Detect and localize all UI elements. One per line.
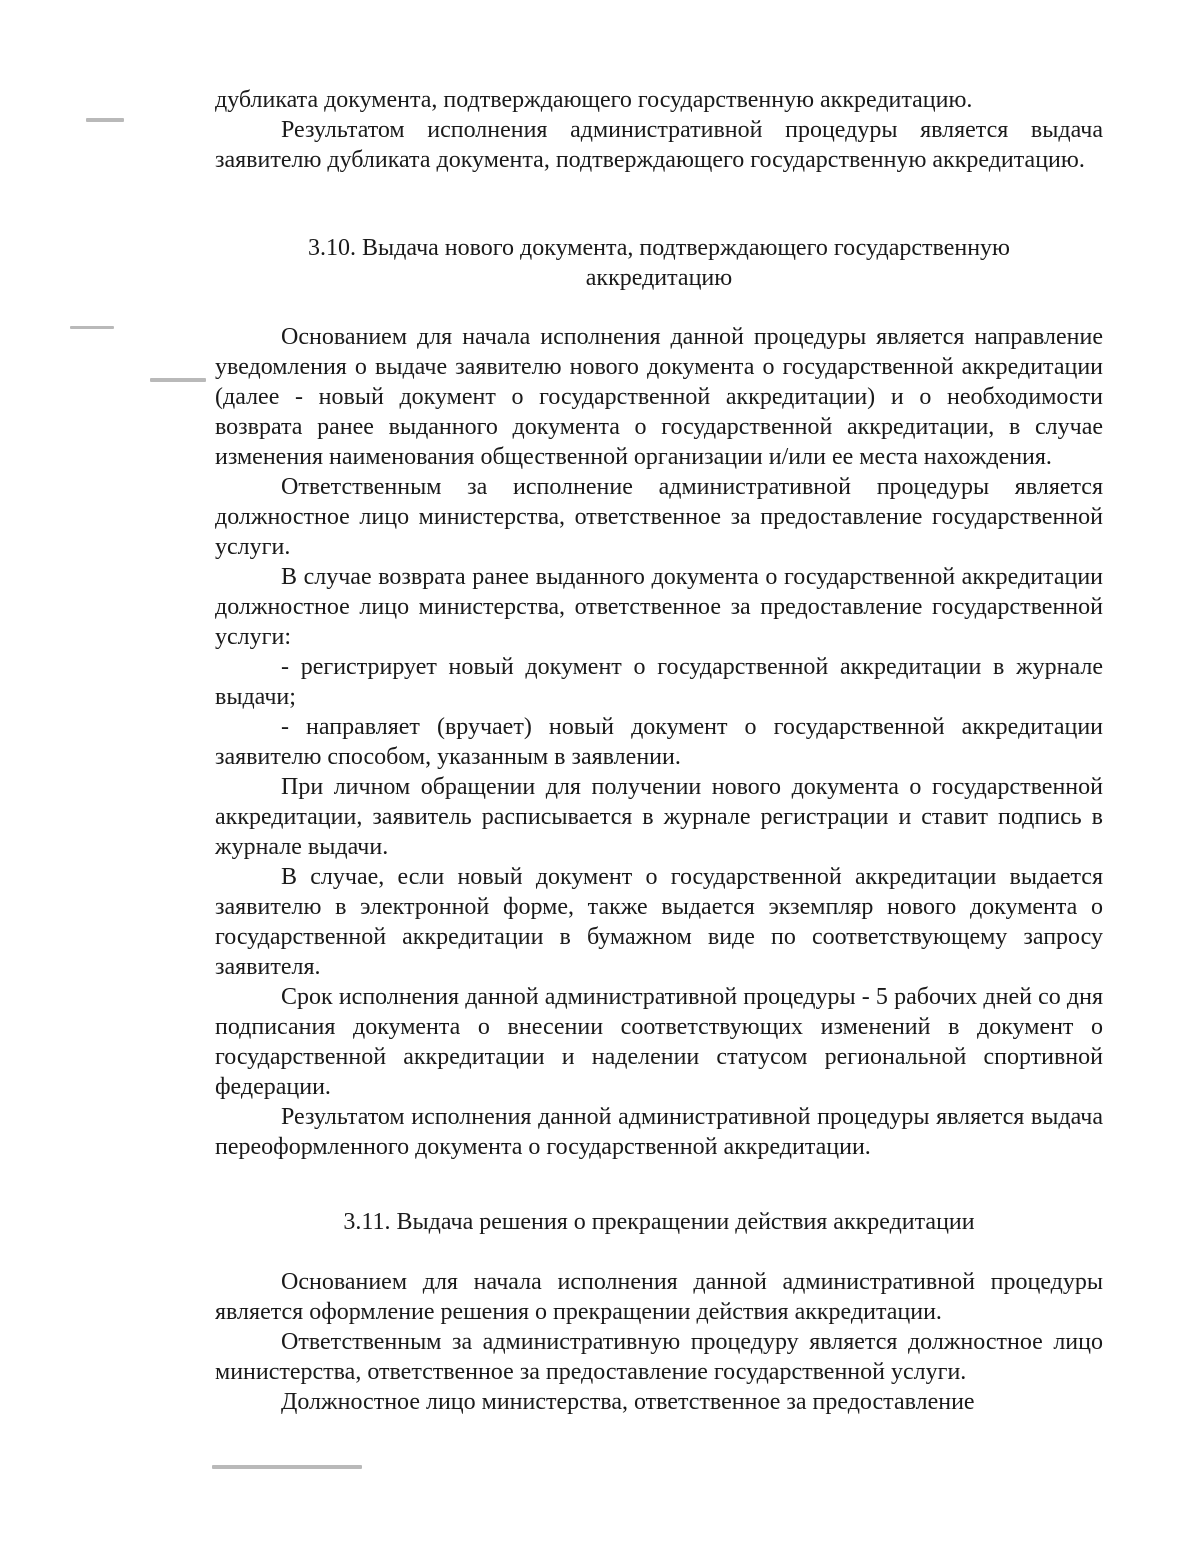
paragraph-basis: Основанием для начала исполнения данной процедуры является направление уведомления о выдаче заявителю нового документа о государственной аккредитации (далее - новый документ о государственной аккредитации) и о необходимости возврата ранее выданного документа о государственной аккредитации, в случае изменения наименования общественной организации и/или ее места нахождения. — [215, 324, 1103, 470]
scan-noise-mark — [150, 378, 206, 382]
list-item-registers: - регистрирует новый документ о государственной аккредитации в журнале выдачи; — [215, 654, 1103, 710]
section-3-10-title-line2: аккредитацию — [585, 265, 733, 291]
scan-noise-mark — [212, 1465, 362, 1469]
paragraph-return-case: В случае возврата ранее выданного документа о государственной аккредитации должностное лицо министерства, ответственное за предоставление государственной услуги: — [215, 564, 1103, 650]
paragraph-result-new-document: Результатом исполнения данной административной процедуры является выдача переоформленного документа о государственной аккредитации. — [215, 1104, 1103, 1160]
scan-noise-mark — [86, 118, 124, 122]
scan-noise-mark — [70, 326, 114, 329]
paragraph-personal-visit: При личном обращении для получении нового документа о государственной аккредитации, заявитель расписывается в журнале регистрации и ставит подпись в журнале выдачи. — [215, 774, 1103, 860]
paragraph-continuation: дубликата документа, подтверждающего государственную аккредитацию. — [215, 87, 973, 113]
paragraph-termination-official: Должностное лицо министерства, ответственное за предоставление — [281, 1389, 975, 1415]
section-3-11-title: 3.11. Выдача решения о прекращении действия аккредитации — [343, 1209, 975, 1235]
text-block-top — [215, 85, 1103, 175]
section-3-11-body — [215, 1267, 1103, 1417]
paragraph-electronic-form: В случае, если новый документ о государственной аккредитации выдается заявителю в электронной форме, также выдается экземпляр нового документа о государственной аккредитации в бумажном виде по соответствующему запросу заявителя. — [215, 864, 1103, 980]
paragraph-deadline: Срок исполнения данной административной процедуры - 5 рабочих дней со дня подписания документа о внесении соответствующих изменений в документ о государственной аккредитации и наделении статусом региональной спортивной федерации. — [215, 984, 1103, 1100]
list-item-sends: - направляет (вручает) новый документ о государственной аккредитации заявителю способом, указанным в заявлении. — [215, 714, 1103, 770]
section-3-11 — [215, 1207, 1103, 1237]
section-3-10 — [215, 233, 1103, 293]
paragraph-termination-responsible: Ответственным за административную процедуру является должностное лицо министерства, ответственное за предоставление государственной услуги. — [215, 1329, 1103, 1385]
section-3-10-body — [215, 322, 1103, 1162]
paragraph-result-duplicate: Результатом исполнения административной процедуры является выдача заявителю дубликата документа, подтверждающего государственную аккредитацию. — [215, 117, 1103, 173]
paragraph-termination-basis: Основанием для начала исполнения данной административной процедуры является оформление решения о прекращении действия аккредитации. — [215, 1269, 1103, 1325]
section-3-10-title-line1: 3.10. Выдача нового документа, подтверждающего государственную — [308, 235, 1010, 261]
paragraph-responsible: Ответственным за исполнение административной процедуры является должностное лицо министерства, ответственное за предоставление государственной услуги. — [215, 474, 1103, 560]
